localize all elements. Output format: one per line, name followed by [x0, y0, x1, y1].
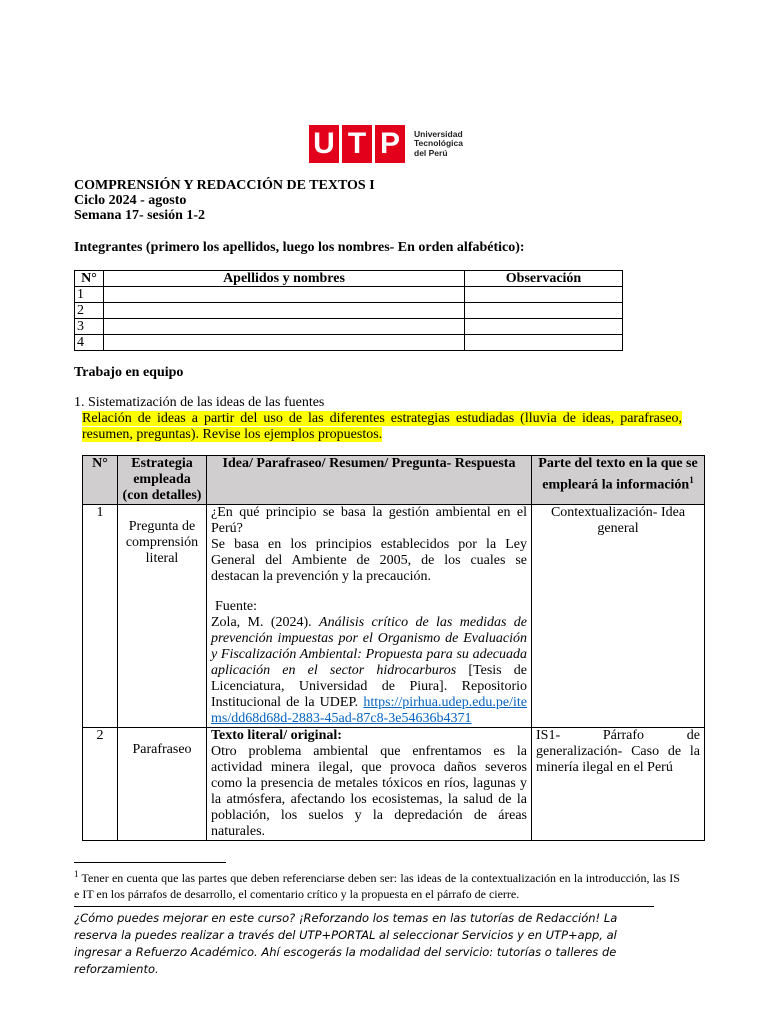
name-cell[interactable]	[104, 319, 465, 335]
course-cycle: Ciclo 2024 - agosto	[74, 193, 187, 208]
strategy-table	[82, 455, 705, 841]
team-work-heading: Trabajo en equipo	[74, 365, 184, 380]
idea-cell	[207, 728, 532, 841]
reference-title: Análisis crítico de las medidas de prevención impuestas por el Organismo de Evaluación y Fiscalización Ambiental: Propuesta para su adecuada aplicación en el sector hidrocarburos	[211, 615, 527, 678]
observation-cell[interactable]	[465, 319, 623, 335]
table-row: 4	[75, 335, 623, 351]
footnote-separator	[74, 862, 226, 863]
name-cell[interactable]	[104, 335, 465, 351]
table-row: 2	[75, 303, 623, 319]
strategy-table-header	[83, 456, 705, 505]
table-row: 3	[75, 319, 623, 335]
literal-text-title: Texto literal/ original:	[211, 728, 342, 743]
literal-text: Otro problema ambiental que enfrentamos es la actividad minera ilegal, que provoca daños severos como la presencia de metales tóxicos en ríos, lagunas y la atmósfera, afectando los ecosistemas, la salud de la población, los suelos y la depredación de áreas naturales.	[211, 744, 527, 839]
utp-logo	[309, 124, 463, 164]
table-row: 2 Parafraseo Texto literal/ original: Otro problema ambiental que enfrentamos es la actividad minera ilegal, que provoca daños severos como la presencia de metales tóxicos en ríos, lagunas y la atmósfera, afectando los ecosistemas, la salud de la población, los suelos y la depredación de áreas naturales. IS1- Párrafo de generalización- Caso de la minería ilegal en el Perú	[83, 728, 705, 841]
header-observation: Observación	[465, 271, 623, 287]
footnote-text: Tener en cuenta que las partes que deben referenciarse deben ser: las ideas de la contextualización en la introducción, las IS e IT en los párrafos de desarrollo, el comentario crítico y la propuesta en el párrafo de cierre.	[74, 871, 680, 901]
header-strategy: Estrategia empleada (con detalles)	[118, 456, 207, 505]
observation-cell[interactable]	[465, 287, 623, 303]
highlighted-instruction: Relación de ideas a partir del uso de las diferentes estrategias estudiadas (lluvia de ideas, parafraseo, resumen, preguntas). Revise los ejemplos propuestos.	[82, 411, 682, 442]
members-label: Integrantes (primero los apellidos, luego los nombres- En orden alfabético):	[74, 240, 525, 255]
observation-cell[interactable]	[465, 335, 623, 351]
members-table	[74, 270, 623, 351]
question-text: ¿En qué principio se basa la gestión ambiental en el Perú?	[211, 505, 527, 536]
answer-text: Se basa en los principios establecidos por la Ley General del Ambiente de 2005, de los cuales se destacan la prevención y la precaución.	[211, 537, 527, 584]
header-idea: Idea/ Parafraseo/ Resumen/ Pregunta- Respuesta	[207, 456, 532, 505]
course-week: Semana 17- sesión 1-2	[74, 208, 206, 223]
name-cell[interactable]	[104, 303, 465, 319]
tutoring-promo: ¿Cómo puedes mejorar en este curso? ¡Reforzando los temas en las tutorías de Redacción! La reserva la puedes realizar a través del UTP+PORTAL al seleccionar Servicios y en UTP+app, al ingresar a Refuerzo Académico. Ahí escogerás la modalidad del servicio: tutorías o talleres de reforzamiento.	[74, 911, 618, 976]
footnote	[74, 866, 680, 902]
logo-letter-t: T	[342, 125, 372, 163]
section-1-heading: 1. Sistematización de las ideas de las fuentes	[74, 395, 325, 410]
header-names: Apellidos y nombres	[104, 271, 465, 287]
name-cell[interactable]	[104, 287, 465, 303]
reference-link[interactable]: https://pirhua.udep.edu.pe/items/dd68d68d-2883-45ad-87c8-3e54636b4371	[211, 695, 527, 726]
footnote-mark: 1	[74, 869, 79, 879]
logo-university-name: Universidad Tecnológica del Perú	[414, 128, 463, 158]
header-number: N°	[75, 271, 104, 287]
idea-cell	[207, 505, 532, 728]
strategy-cell: Pregunta de comprensión literal	[118, 505, 207, 728]
table-row: 1 Pregunta de comprensión literal ¿En qué principio se basa la gestión ambiental en el Perú? Se basa en los principios establecidos por la Ley General del Ambiente de 2005, de los cuales se destacan la prevención y la precaución. Fuente: Zola, M. (2024). Análisis crítico de las medidas de prevención impuestas por el Organismo de Evaluación y Fiscalización Ambiental: Propuesta para su adecuada aplicación en el sector hidrocarburos [Tesis de Licenciatura, Universidad de Piura]. Repositorio Institucional de la UDEP. https://pirhua.udep.edu.pe/items/dd68d68d-2883-45ad-87c8-3e54636b4371 Contextualización- Idea general	[83, 505, 705, 728]
source-label: Fuente:	[215, 599, 257, 614]
document-header	[74, 178, 375, 223]
logo-letter-u: U	[309, 125, 339, 163]
members-table-header	[75, 271, 623, 287]
text-part-cell: Contextualización- Idea general	[532, 505, 705, 728]
course-title: COMPRENSIÓN Y REDACCIÓN DE TEXTOS I	[74, 178, 375, 193]
table-row: 1	[75, 287, 623, 303]
header-text-part: Parte del texto en la que se empleará la información$^1$	[532, 456, 705, 505]
footnote-ref: 1	[689, 475, 694, 485]
reference: Zola, M. (2024). Análisis crítico de las medidas de prevención impuestas por el Organismo de Evaluación y Fiscalización Ambiental: Propuesta para su adecuada aplicación en el sector hidrocarburos [Tesis de Licenciatura, Universidad de Piura]. Repositorio Institucional de la UDEP. https://pirhua.udep.edu.pe/items/dd68d68d-2883-45ad-87c8-3e54636b4371	[211, 615, 527, 726]
text-part-cell: IS1- Párrafo de generalización- Caso de la minería ilegal en el Perú	[532, 728, 705, 841]
strategy-cell: Parafraseo	[118, 728, 207, 841]
header-number: N°	[83, 456, 118, 505]
observation-cell[interactable]	[465, 303, 623, 319]
logo-letter-p: P	[375, 125, 405, 163]
divider	[74, 906, 654, 907]
